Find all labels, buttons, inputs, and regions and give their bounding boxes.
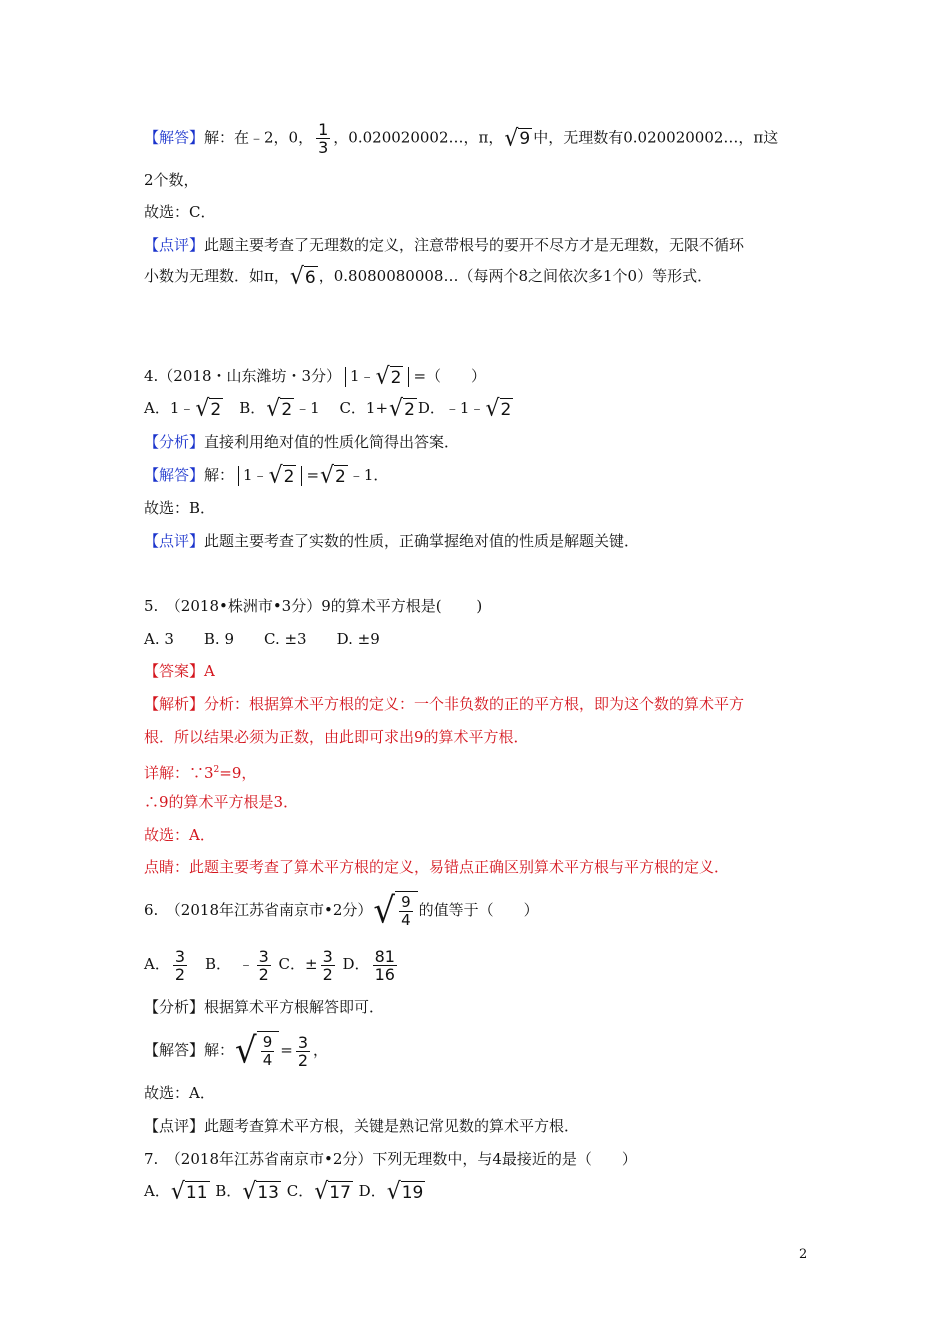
sqrt-9-over-4: √ $\frac{9}{4}$ [373,891,417,931]
q3-answer-line: 【解答】解：在﹣2，0， $\frac{1}{3}$ ，0.020020002…，π， √ 9 中，无理数有0.020020002…，π这 [144,120,779,157]
q6-analysis: 【分析】根据算术平方根解答即可． [144,998,385,1016]
q5-options: A. 3 B. 9 C. ±3 D. ±9 [144,630,380,648]
q5-choice: 故选：A． [144,826,215,844]
q4-options: A．1﹣ √ 2 B． √ 2 ﹣1 C．1+ √ 2 D．﹣1﹣ √ 2 [144,395,512,422]
sqrt-6: √ 6 [289,263,316,290]
q4-comment: 【点评】此题主要考查了实数的性质，正确掌握绝对值的性质是解题关键． [144,532,640,550]
comment-tag: 【点评】 [144,236,205,254]
q5-analysis-line1: 【解析】分析：根据算术平方根的定义：一个非负数的正的平方根，即为这个数的算术平方 [144,695,745,713]
q3-comment-line1: 【点评】此题主要考查了无理数的定义，注意带根号的要开不尽方才是无理数，无限不循环 [144,236,745,254]
sqrt-9: √ 9 [504,124,531,152]
q3-choice: 故选：C． [144,203,216,221]
q5-detail: 详解：$\because 3^2=9$， [144,764,257,782]
q5-therefore: ∴9的算术平方根是3． [144,793,299,811]
q3-answer-line2: 2个数， [144,171,199,189]
q5-analysis-line2: 根．所以结果必须为正数，由此即可求出9的算术平方根． [144,728,529,746]
q5-answer: 【答案】A [144,662,215,680]
abs-bar [345,367,346,387]
q4-answer: 【解答】解： 1﹣ √ 2 = √ 2 ﹣1． [144,462,389,489]
q5-stem: 5. （2018•株洲市•3分）9的算术平方根是( ) [144,597,483,615]
q6-comment: 【点评】此题考查算术平方根，关键是熟记常见数的算术平方根． [144,1117,580,1135]
q6-answer: 【解答】解： √ $\frac{9}{4}$ = $\frac{3}{2}$ ， [144,1030,329,1072]
q7-options: A． √ 11 B． √ 13 C． √ 17 D． √ 19 [144,1178,424,1205]
page-number: 2 [799,1247,808,1262]
q4-choice: 故选：B． [144,499,216,517]
fraction-one-third: $\frac{1}{3}$ [318,120,329,157]
q7-stem: 7. （2018年江苏省南京市•2分）下列无理数中，与4最接近的是（ ） [144,1150,637,1168]
answer-tag: 【解答】 [144,128,205,147]
q6-choice: 故选：A． [144,1084,215,1102]
abs-bar [408,367,409,387]
q4-stem: 4.（2018・山东潍坊・3分） 1﹣ √ 2 =（ ） [144,363,487,390]
q6-options: A． $\frac{3}{2}$ B． ﹣ $\frac{3}{2}$ C．± $\frac{3}{2}$ D． $\frac{81}{16}$ [144,946,395,984]
sqrt-2: √ 2 [375,363,402,390]
q3-comment-line2: 小数为无理数．如π， √ 6 ，0.8080080008…（每两个8之间依次多1个0）等形式． [144,263,713,290]
q6-stem: 6. （2018年江苏省南京市•2分） √ $\frac{9}{4}$ 的值等于（ ） [144,890,539,932]
q5-comment: 点睛：此题主要考查了算术平方根的定义，易错点正确区别算术平方根与平方根的定义． [144,858,730,876]
q4-analysis: 【分析】直接利用绝对值的性质化简得出答案． [144,433,460,451]
